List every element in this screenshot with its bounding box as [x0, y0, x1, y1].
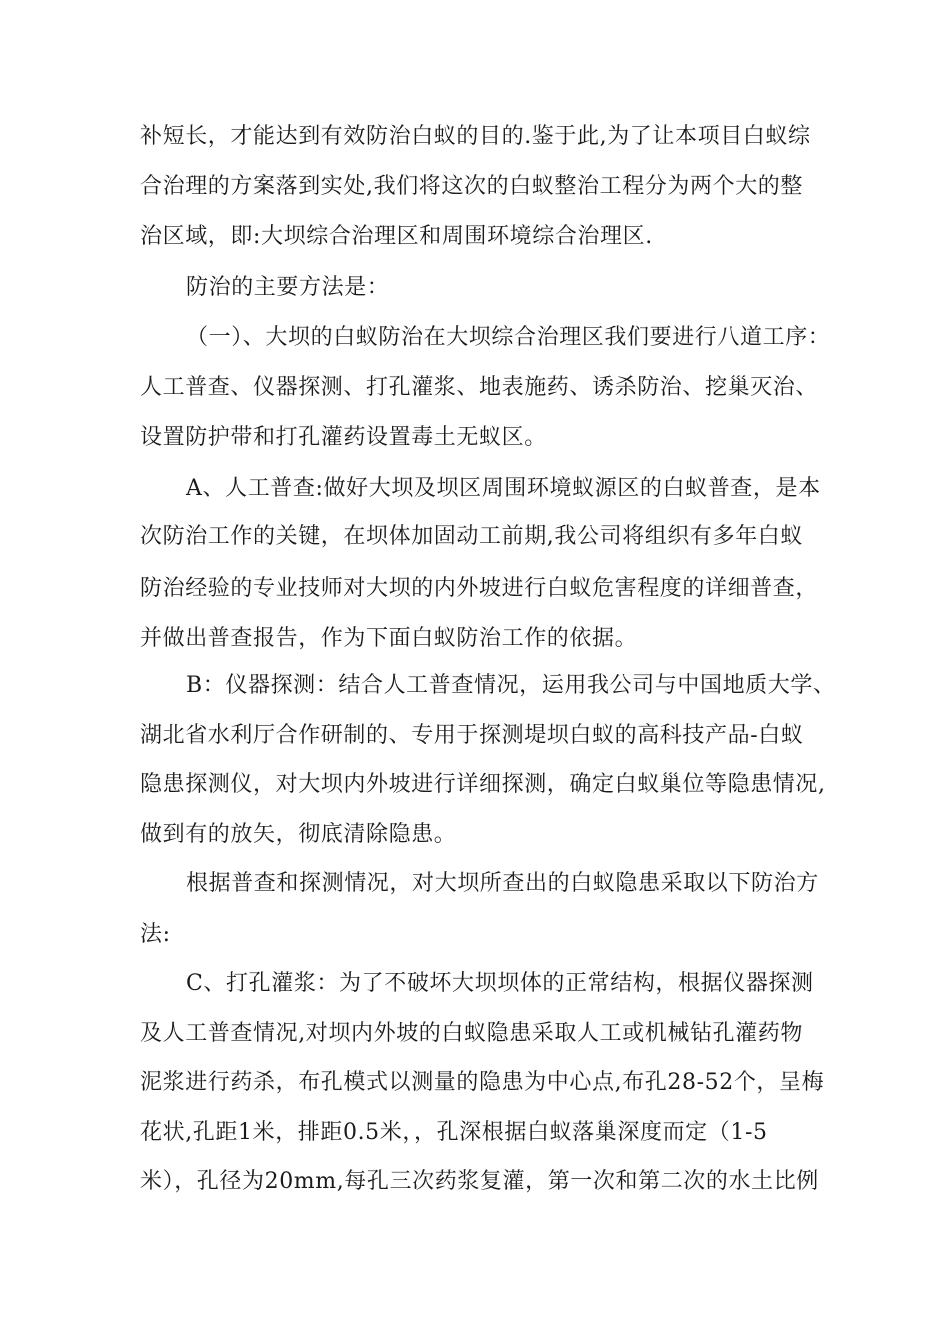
text-line: 根据普查和探测情况，对大坝所查出的白蚁隐患采取以下防治方	[186, 871, 819, 896]
text-line: 补短长，才能达到有效防治白蚁的目的.鉴于此,为了让本项目白蚁综	[140, 124, 811, 149]
text-line: 及人工普查情况,对坝内外坡的白蚁隐患采取人工或机械钻孔灌药物	[140, 1021, 803, 1046]
text-line: A、人工普查:做好大坝及坝区周围环境蚁源区的白蚁普查，是本	[186, 476, 821, 501]
text-line: 米），孔径为20mm,每孔三次药浆复灌，第一次和第二次的水土比例	[140, 1169, 819, 1194]
text-line: 泥浆进行药杀，布孔模式以测量的隐患为中心点,布孔28-52个，呈梅	[140, 1070, 825, 1095]
text-line: 防治经验的专业技师对大坝的内外坡进行白蚁危害程度的详细普查，	[140, 576, 819, 601]
text-line: 做到有的放矢，彻底清除隐患。	[140, 822, 457, 847]
text-line: 法:	[140, 922, 171, 947]
text-line: 合治理的方案落到实处,我们将这次的白蚁整治工程分为两个大的整	[140, 174, 803, 199]
text-line: 湖北省水利厅合作研制的、专用于探测堤坝白蚁的高科技产品-白蚁	[140, 723, 804, 748]
text-line: （一）、大坝的白蚁防治在大坝综合治理区我们要进行八道工序：	[186, 325, 831, 350]
text-line: 防治的主要方法是：	[186, 275, 390, 300]
text-line: 次防治工作的关键，在坝体加固动工前期,我公司将组织有多年白蚁	[140, 524, 803, 549]
text-line: 人工普查、仪器探测、打孔灌浆、地表施药、诱杀防治、挖巢灭治、	[140, 375, 819, 400]
text-line: 隐患探测仪，对大坝内外坡进行详细探测，确定白蚁巢位等隐患情况,	[140, 772, 826, 797]
text-line: 设置防护带和打孔灌药设置毒土无蚁区。	[140, 425, 547, 450]
text-line: 治区域，即:大坝综合治理区和周围环境综合治理区.	[140, 224, 653, 249]
text-line: 并做出普查报告，作为下面白蚁防治工作的依据。	[140, 626, 638, 651]
text-line: C、打孔灌浆：为了不破坏大坝坝体的正常结构，根据仪器探测	[186, 971, 814, 996]
text-line: 花状,孔距1米，排距0.5米，，孔深根据白蚁落巢深度而定（1-5	[140, 1120, 768, 1145]
text-line: B：仪器探测：结合人工普查情况，运用我公司与中国地质大学、	[186, 673, 836, 698]
